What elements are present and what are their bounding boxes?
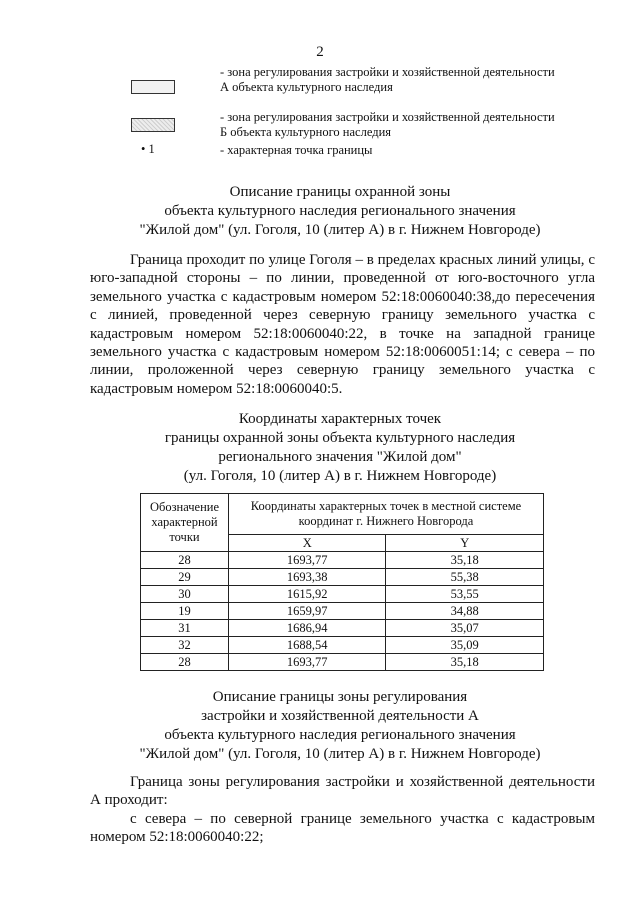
title-line: объекта культурного наследия регионального значения (164, 727, 516, 743)
cell-y: 34,88 (386, 603, 544, 620)
table-row (141, 552, 544, 569)
table-row (141, 603, 544, 620)
cell-y: 35,07 (386, 620, 544, 637)
legend-item-point: - характерная точка границы (220, 143, 373, 157)
cell-point: 32 (141, 637, 229, 654)
title-line: Описание границы зоны регулирования (212, 689, 468, 705)
header-line: Координаты характерных точек в местной системе (250, 499, 522, 513)
page-number: 2 (316, 44, 324, 60)
table-row (141, 654, 544, 671)
header-line: характерной (151, 515, 218, 529)
cell-y: 35,18 (386, 552, 544, 569)
section2-title (0, 688, 640, 764)
section1-paragraph (90, 251, 595, 398)
cell-point: 19 (141, 603, 229, 620)
title-line: границы охранной зоны объекта культурного наследия (164, 430, 516, 446)
section2-paragraph (90, 773, 595, 847)
table-row (141, 586, 544, 603)
cell-y: 35,18 (386, 654, 544, 671)
cell-y: 53,55 (386, 586, 544, 603)
cell-point: 28 (141, 654, 229, 671)
legend-item-zone-b (220, 110, 555, 140)
cell-x: 1686,94 (228, 620, 386, 637)
legend-text: А объекта культурного наследия (220, 80, 393, 94)
cell-y: 35,09 (386, 637, 544, 654)
section1-title (0, 183, 640, 240)
cell-point: 31 (141, 620, 229, 637)
col-header-coords (228, 494, 543, 535)
title-line: Описание границы охранной зоны (229, 184, 451, 200)
legend-item-zone-a (220, 65, 555, 95)
title-line: "Жилой дом" (ул. Гоголя, 10 (литер А) в г. Нижнем Новгороде) (139, 746, 541, 762)
header-line: координат г. Нижнего Новгорода (298, 514, 474, 528)
coords-title (0, 410, 640, 486)
cell-x: 1688,54 (228, 637, 386, 654)
cell-x: 1615,92 (228, 586, 386, 603)
title-line: объекта культурного наследия регионального значения (164, 203, 516, 219)
header-line: точки (169, 530, 200, 544)
title-line: (ул. Гоголя, 10 (литер А) в г. Нижнем Новгороде) (183, 468, 497, 484)
legend-text: Б объекта культурного наследия (220, 125, 392, 139)
legend-text: - зона регулирования застройки и хозяйственной деятельности (220, 110, 555, 124)
cell-point: 29 (141, 569, 229, 586)
header-line: Обозначение (149, 500, 220, 514)
paragraph-text: Граница проходит по улице Гоголя – в пределах красных линий улицы, с юго-западной стороны – по линии, проведенной от юго-восточного угла земельного участка с кадастровым номером 52:18:0060040:38,до пересечения с линией, проведенной через северную границу земельного участка с кадастровым номером 52:18:0060040:22, в точке на западной границе земельного участка с кадастровым номером 52:18:0060051:14; с севера – по линии, проложенной через северную границу земельного участка с кадастровым номером 52:18:0060040:5. (90, 252, 595, 397)
cell-x: 1693,77 (228, 552, 386, 569)
table-row (141, 569, 544, 586)
cell-x: 1693,38 (228, 569, 386, 586)
legend-swatch-zone-a (131, 80, 175, 94)
cell-point: 28 (141, 552, 229, 569)
cell-point: 30 (141, 586, 229, 603)
title-line: застройки и хозяйственной деятельности А (201, 708, 479, 724)
title-line: регионального значения "Жилой дом" (218, 449, 462, 465)
legend-text: - зона регулирования застройки и хозяйственной деятельности (220, 65, 555, 79)
coordinates-table (140, 493, 544, 671)
col-header-point (141, 494, 229, 552)
legend-swatch-zone-b (131, 118, 175, 132)
cell-x: 1659,97 (228, 603, 386, 620)
paragraph-text: с севера – по северной границе земельного участка с кадастровым номером 52:18:0060040:22; (90, 810, 595, 846)
title-line: "Жилой дом" (ул. Гоголя, 10 (литер А) в г. Нижнем Новгороде) (139, 222, 541, 238)
table-row (141, 620, 544, 637)
title-line: Координаты характерных точек (238, 411, 442, 427)
col-header-x: X (228, 535, 386, 552)
cell-x: 1693,77 (228, 654, 386, 671)
cell-y: 55,38 (386, 569, 544, 586)
col-header-y: Y (386, 535, 544, 552)
table-row (141, 637, 544, 654)
paragraph-text: Граница зоны регулирования застройки и хозяйственной деятельности А проходит: (90, 774, 595, 809)
legend-point-marker: • 1 (141, 142, 155, 156)
